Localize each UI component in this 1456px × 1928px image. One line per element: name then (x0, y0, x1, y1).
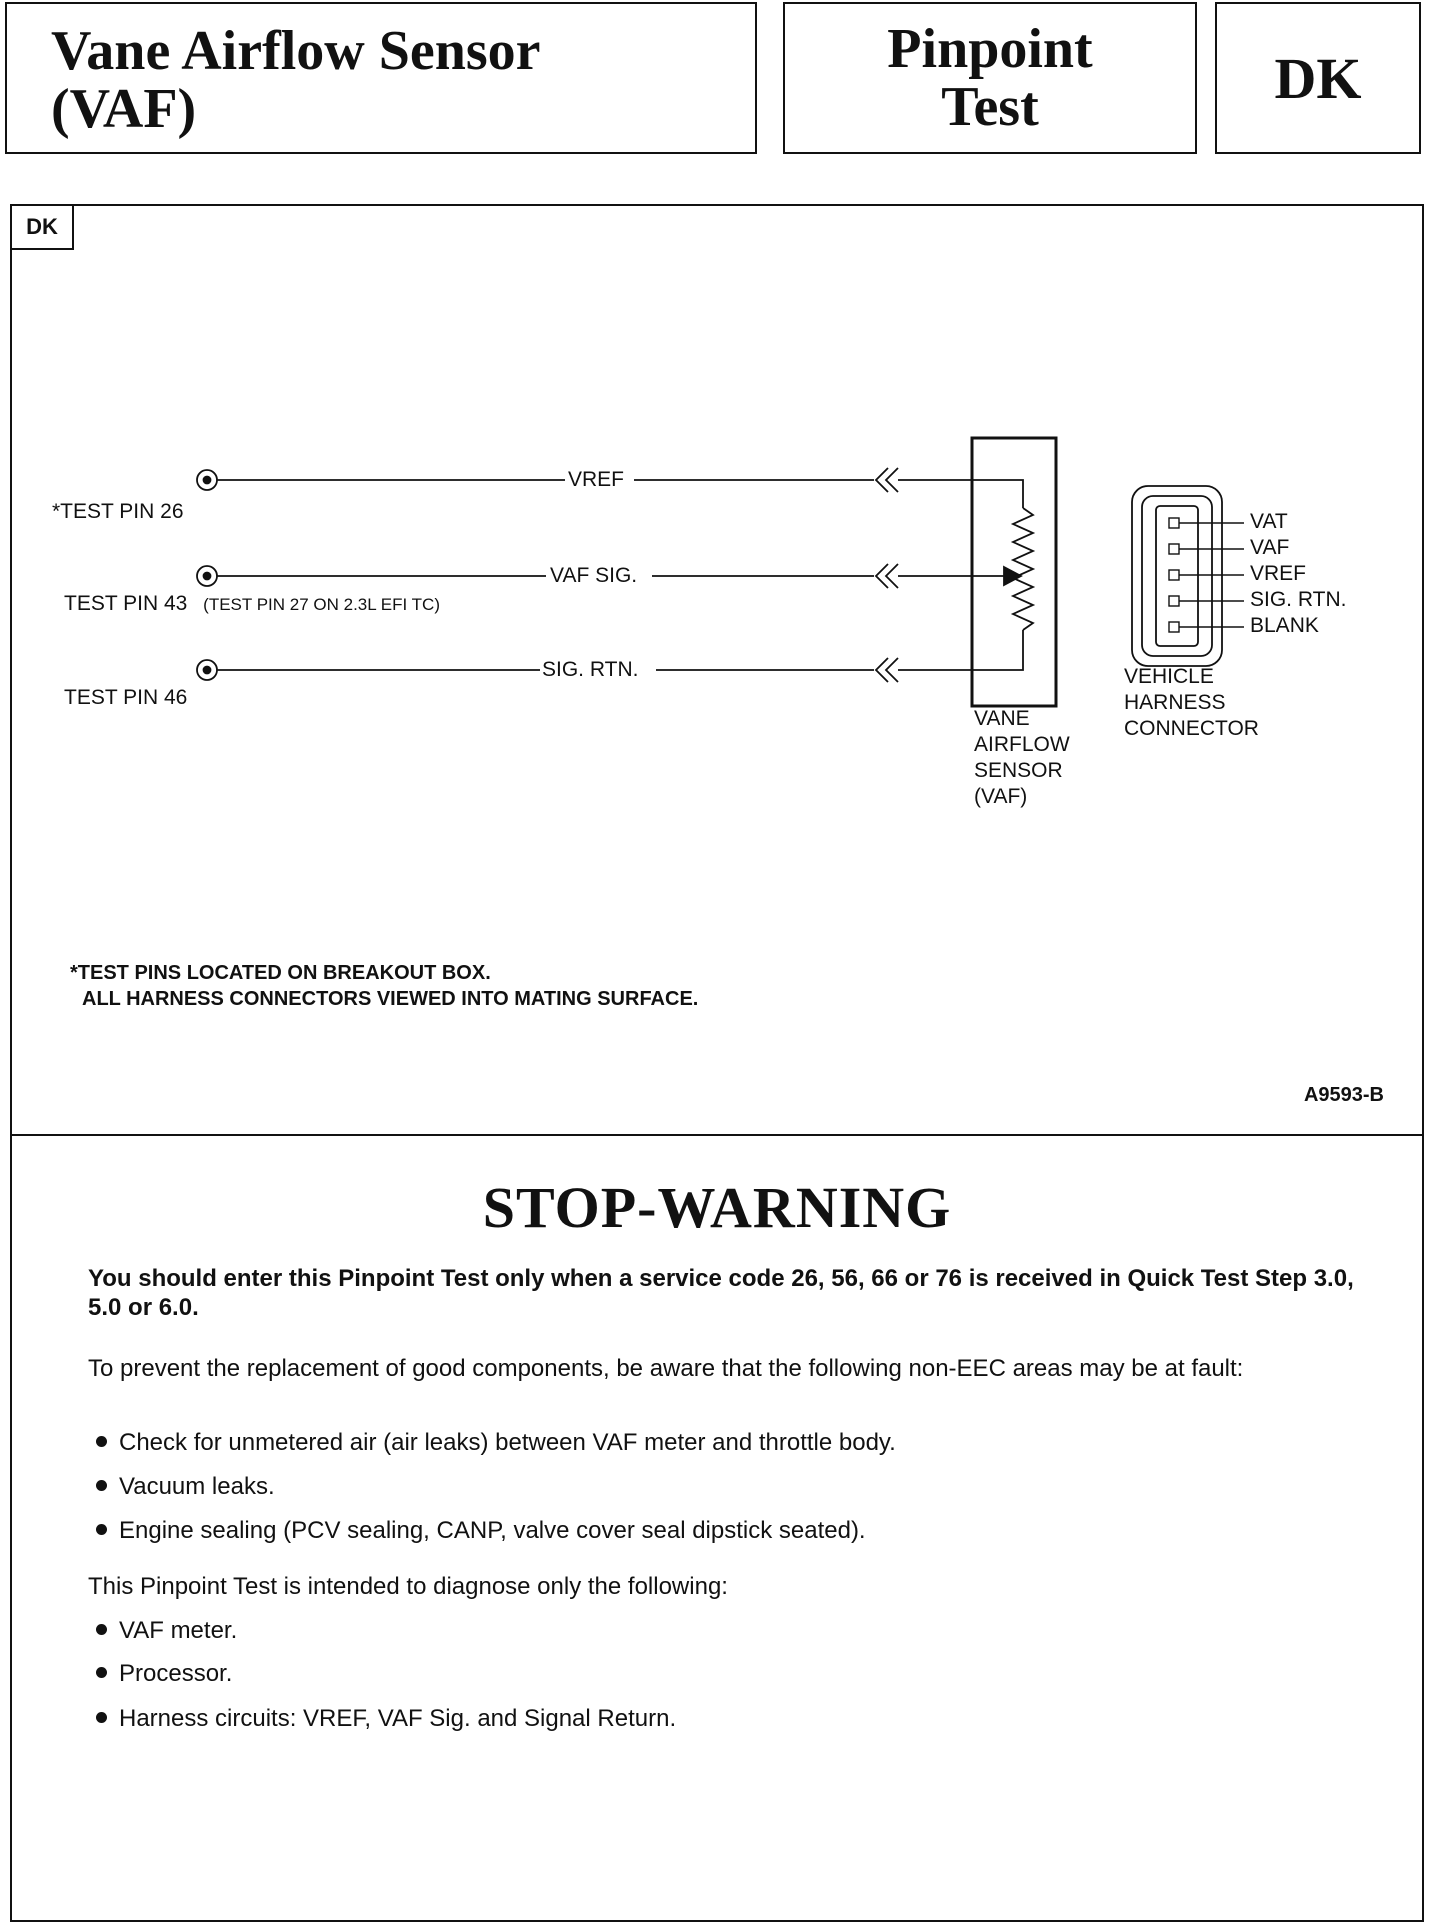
bullet-icon (96, 1624, 107, 1635)
connector-pin-vat: VAT (1250, 510, 1288, 533)
warning-bullet: Vacuum leaks. (96, 1472, 275, 1501)
figure-id: A9593-B (1303, 1084, 1384, 1106)
test-code: DK (1274, 46, 1362, 111)
test-pin-26-jack (197, 470, 217, 490)
diagram-notes: *TEST PINS LOCATED ON BREAKOUT BOX. ALL HARNESS CONNECTORS VIEWED INTO MATING SURFACE. (70, 962, 699, 1010)
test-type: Pinpoint Test (887, 18, 1093, 138)
main-panel (10, 204, 1424, 1922)
warning-bullet: Processor. (96, 1659, 232, 1688)
connector-pin-sig-rtn: SIG. RTN. (1250, 588, 1347, 611)
vehicle-harness-connector (1132, 486, 1244, 666)
warning-title: STOP-WARNING (482, 1175, 952, 1240)
warning-intro-2: This Pinpoint Test is intended to diagnose only the following: (88, 1573, 728, 1600)
warning-bullet: Harness circuits: VREF, VAF Sig. and Signal Return. (96, 1704, 676, 1733)
connector-label: VEHICLE HARNESS CONNECTOR (1124, 665, 1259, 740)
warning-lead: You should enter this Pinpoint Test only when a service code 26, 56, 66 or 76 is received in Quick Test Step 3.0, 5.0 or 6.0. (88, 1265, 1354, 1321)
warning-bullet: Check for unmetered air (air leaks) between VAF meter and throttle body. (96, 1428, 896, 1457)
title-box (5, 2, 757, 154)
vaf-sensor-label: VANE AIRFLOW SENSOR (VAF) (974, 707, 1070, 808)
section-divider (12, 1134, 1422, 1136)
diagram-tag: DK (10, 204, 74, 250)
test-pin-26-label: *TEST PIN 26 (52, 500, 184, 523)
test-code-box (1215, 2, 1421, 154)
warning-intro-1: To prevent the replacement of good components, be aware that the following non-EEC areas may be at fault: (88, 1355, 1244, 1382)
bullet-icon (96, 1524, 107, 1535)
bullet-icon (96, 1667, 107, 1678)
vaf-sensor-resistor (1013, 508, 1033, 630)
wire-label-vafsig: VAF SIG. (550, 564, 638, 587)
connector-pin-vaf: VAF (1250, 536, 1290, 559)
wire-label-sigrtn: SIG. RTN. (542, 658, 639, 681)
connector-pin-blank: BLANK (1250, 614, 1319, 637)
connector-chevron-sigrtn (876, 658, 898, 682)
vaf-sensor-wiper-arrow (1004, 567, 1021, 585)
bullet-icon (96, 1480, 107, 1491)
connector-pin-vref: VREF (1250, 562, 1307, 585)
warning-bullet: VAF meter. (96, 1616, 237, 1645)
wire-label-vref: VREF (568, 468, 625, 491)
test-pin-43-label: TEST PIN 43 (TEST PIN 27 ON 2.3L EFI TC) (64, 592, 440, 615)
bullet-icon (96, 1712, 107, 1723)
connector-chevron-vafsig (876, 564, 898, 588)
bullet-icon (96, 1436, 107, 1447)
test-pin-46-label: TEST PIN 46 (64, 686, 188, 709)
test-pin-46-jack (197, 660, 217, 680)
page-title: Vane Airflow Sensor (VAF) (51, 20, 541, 140)
test-type-box (783, 2, 1197, 154)
connector-chevron-vref (876, 468, 898, 492)
test-pin-43-jack (197, 566, 217, 586)
warning-bullet: Engine sealing (PCV sealing, CANP, valve cover seal dipstick seated). (96, 1516, 866, 1545)
test-pin-43-note: (TEST PIN 27 ON 2.3L EFI TC) (203, 595, 440, 614)
